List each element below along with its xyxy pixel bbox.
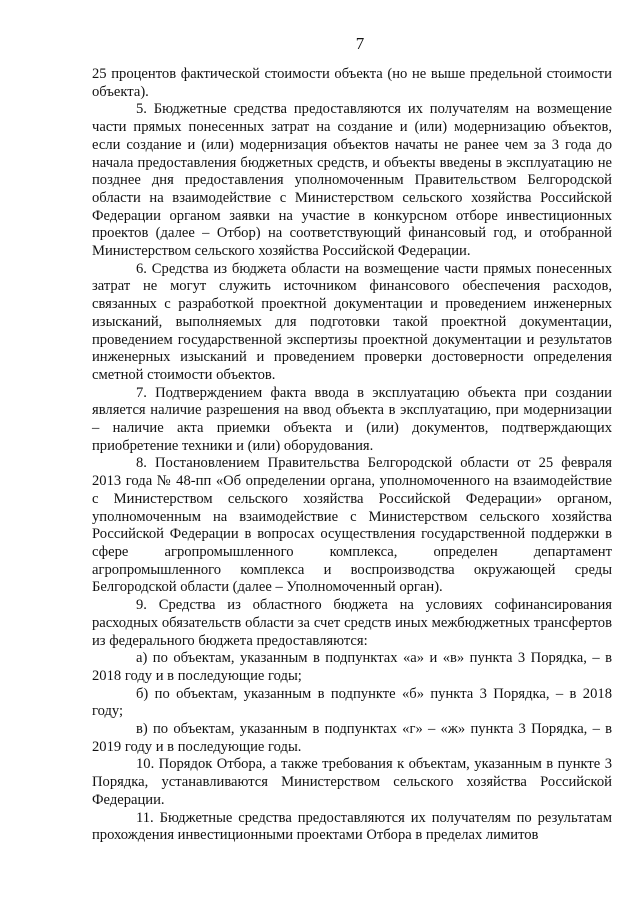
page-number: 7	[355, 34, 365, 53]
paragraph-9-v: в) по объектам, указанным в подпунктах «г» – «ж» пункта 3 Порядка, – в 2019 году и в последующие годы.	[92, 721, 612, 755]
paragraph-8: 8. Постановлением Правительства Белгородской области от 25 февраля 2013 года № 48-пп «Об определении органа, уполномоченного на взаимодействие с Министерством сельского хозяйства Российской Федерации» органом, уполномоченным на взаимодействие с Министерством сельского хозяйства Российской Федерации в вопросах осуществления государственной поддержки в сфере агропромышленного комплекса, определен департамент агропромышленного комплекса и воспроизводства окружающей среды Белгородской области (далее – Уполномоченный орган).	[92, 455, 612, 596]
paragraph-10: 10. Порядок Отбора, а также требования к объектам, указанным в пункте 3 Порядка, устанавливаются Министерством сельского хозяйства Российской Федерации.	[92, 756, 612, 808]
paragraph-7: 7. Подтверждением факта ввода в эксплуатацию объекта при создании является наличие разрешения на ввод объекта в эксплуатацию, при модернизации – наличие акта приемки объекта и (или) документов, подтверждающих приобретение техники и (или) оборудования.	[92, 384, 612, 454]
paragraph-continuation: 25 процентов фактической стоимости объекта (но не выше предельной стоимости объекта).	[92, 66, 612, 100]
paragraph-6: 6. Средства из бюджета области на возмещение части прямых понесенных затрат не могут служить источником финансового обеспечения расходов, связанных с разработкой проектной документации и проведением инженерных изысканий, выполняемых для подготовки такой проектной документации, проведением государственной экспертизы проектной документации и результатов инженерных изысканий и проведением проверки достоверности определения сметной стоимости объектов.	[92, 260, 612, 383]
paragraph-11: 11. Бюджетные средства предоставляются их получателям по результатам прохождения инвестиционными проектами Отбора в пределах лимитов	[92, 809, 612, 844]
paragraph-5: 5. Бюджетные средства предоставляются их получателям на возмещение части прямых понесенных затрат на создание и (или) модернизацию объектов, если создание и (или) модернизация объектов начаты не ранее чем за 3 года до начала предоставления бюджетных средств, и объекты введены в эксплуатацию не позднее дня предоставления уполномоченным Правительством Белгородской области на взаимодействие с Министерством сельского хозяйства Российской Федерации органом заявки на участие в конкурсном отборе инвестиционных проектов (далее – Отбор) на соответствующий финансовый год, и отобранной Министерством сельского хозяйства Российской Федерации.	[92, 101, 612, 260]
paragraph-9-b: б) по объектам, указанным в подпункте «б» пункта 3 Порядка, – в 2018 году;	[92, 685, 612, 720]
paragraph-9-a: а) по объектам, указанным в подпунктах «а» и «в» пункта 3 Порядка, – в 2018 году и в последующие годы;	[92, 650, 612, 684]
paragraph-9: 9. Средства из областного бюджета на условиях софинансирования расходных обязательств области за счет средств иных межбюджетных трансфертов из федерального бюджета предоставляются:	[92, 597, 612, 649]
